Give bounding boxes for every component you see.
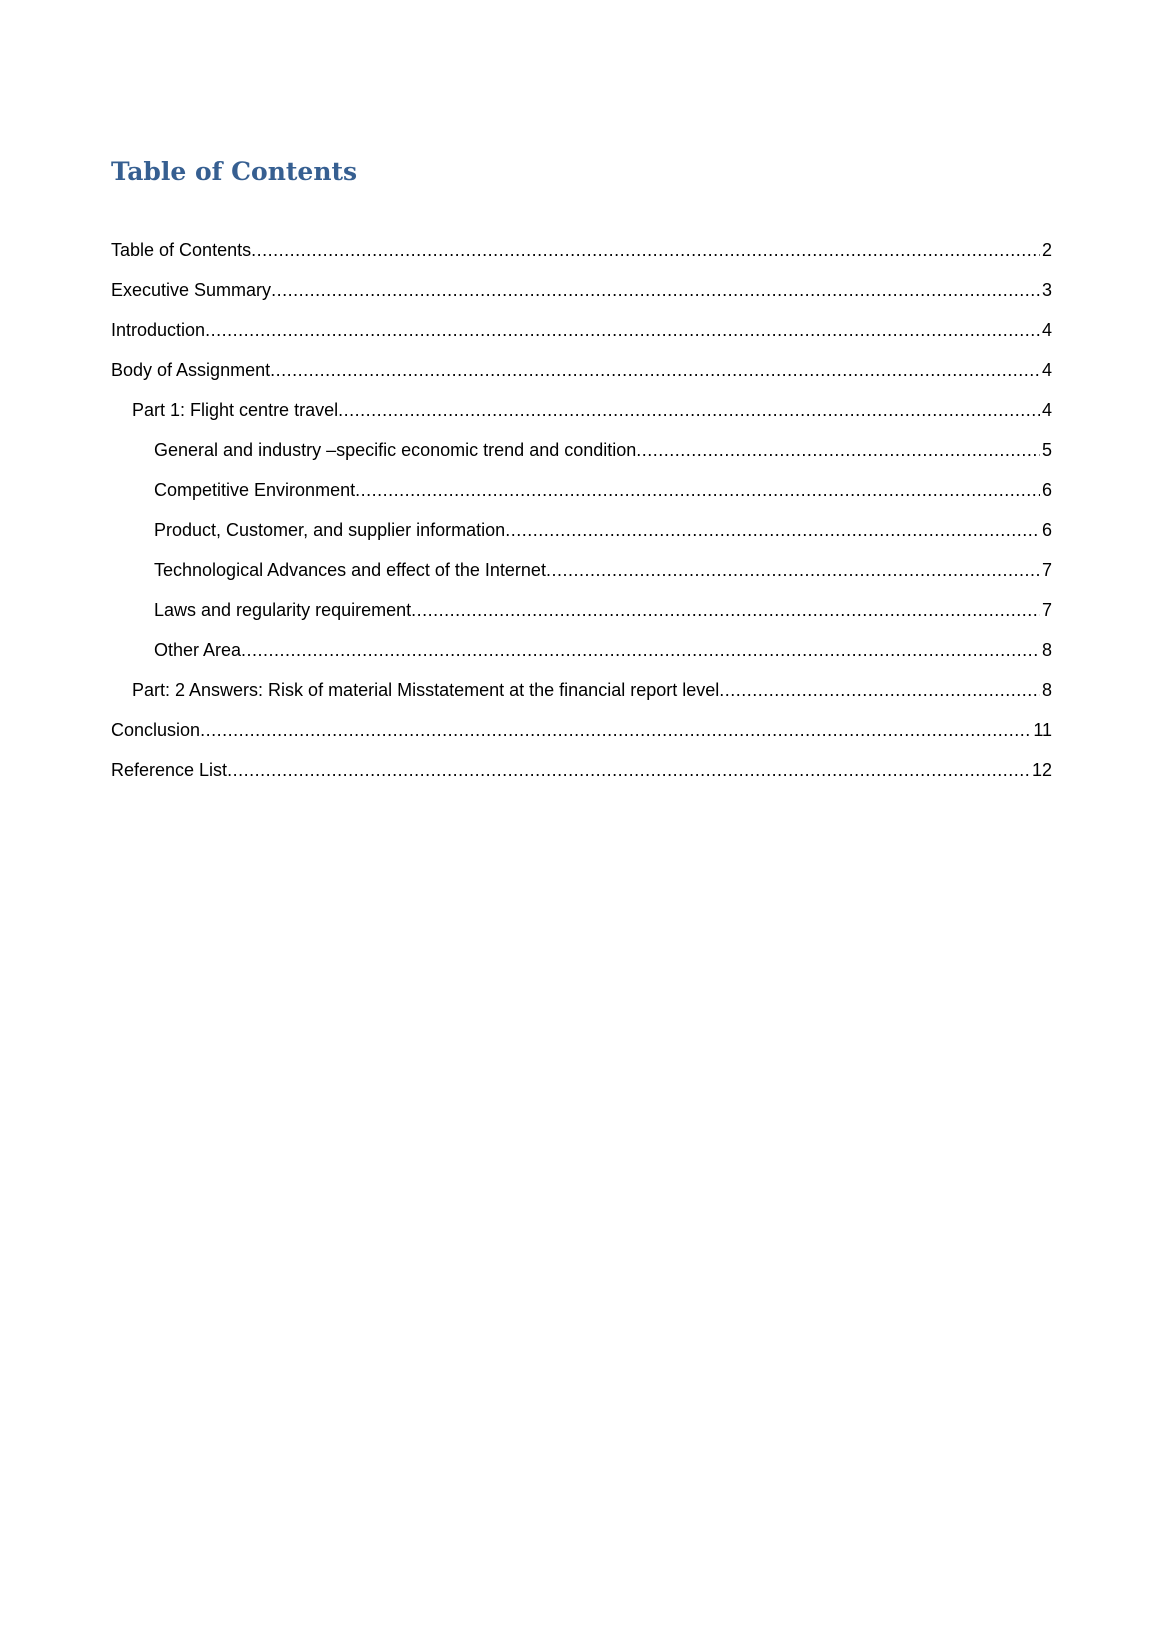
dot-leader xyxy=(270,360,1040,380)
toc-entry-page-number: 6 xyxy=(1041,480,1052,500)
toc-entry-title: Product, Customer, and supplier information xyxy=(154,520,506,540)
dot-leader xyxy=(505,520,1040,540)
dot-leader xyxy=(355,480,1040,500)
toc-entry-technological-advances[interactable] xyxy=(111,560,1052,600)
toc-entry-competitive-environment[interactable] xyxy=(111,480,1052,520)
toc-entry-table-of-contents[interactable] xyxy=(111,240,1052,280)
toc-entry-laws-requirement[interactable] xyxy=(111,600,1052,640)
toc-entry-economic-trend[interactable] xyxy=(111,440,1052,480)
toc-entry-title: Introduction xyxy=(111,320,206,340)
toc-heading: Table of Contents xyxy=(111,157,358,186)
toc-entry-page-number: 4 xyxy=(1041,400,1052,420)
toc-entry-page-number: 7 xyxy=(1041,600,1052,620)
toc-entry-title: Competitive Environment xyxy=(154,480,356,500)
toc-entry-page-number: 8 xyxy=(1041,680,1052,700)
toc-entry-page-number: 6 xyxy=(1041,520,1052,540)
toc-list xyxy=(111,240,1052,800)
toc-entry-title: Reference List xyxy=(111,760,228,780)
toc-entry-page-number: 8 xyxy=(1041,640,1052,660)
toc-entry-title: Body of Assignment xyxy=(111,360,271,380)
toc-entry-page-number: 11 xyxy=(1033,720,1052,740)
dot-leader xyxy=(227,760,1030,780)
toc-entry-other-area[interactable] xyxy=(111,640,1052,680)
toc-entry-title: Table of Contents xyxy=(111,240,252,260)
dot-leader xyxy=(251,240,1040,260)
toc-entry-introduction[interactable] xyxy=(111,320,1052,360)
toc-entry-body-of-assignment[interactable] xyxy=(111,360,1052,400)
toc-entry-page-number: 4 xyxy=(1041,320,1052,340)
toc-entry-title: Laws and regularity requirement xyxy=(154,600,412,620)
toc-entry-executive-summary[interactable] xyxy=(111,280,1052,320)
toc-entry-part-1-flight-centre-travel[interactable] xyxy=(111,400,1052,440)
dot-leader xyxy=(241,640,1040,660)
toc-entry-page-number: 5 xyxy=(1041,440,1052,460)
dot-leader xyxy=(546,560,1040,580)
toc-entry-title: General and industry –specific economic trend and condition xyxy=(154,440,637,460)
dot-leader xyxy=(200,720,1031,740)
toc-entry-page-number: 4 xyxy=(1041,360,1052,380)
toc-entry-title: Other Area xyxy=(154,640,242,660)
toc-entry-title: Technological Advances and effect of the Internet xyxy=(154,560,546,580)
toc-entry-title: Part 1: Flight centre travel xyxy=(132,400,339,420)
toc-entry-product-customer-supplier[interactable] xyxy=(111,520,1052,560)
dot-leader xyxy=(636,440,1040,460)
toc-entry-title: Part: 2 Answers: Risk of material Misstatement at the financial report level xyxy=(132,680,720,700)
dot-leader xyxy=(338,400,1040,420)
toc-entry-reference-list[interactable] xyxy=(111,760,1052,800)
toc-entry-title: Executive Summary xyxy=(111,280,272,300)
toc-entry-page-number: 3 xyxy=(1041,280,1052,300)
dot-leader xyxy=(719,680,1040,700)
toc-entry-conclusion[interactable] xyxy=(111,720,1052,760)
dot-leader xyxy=(205,320,1040,340)
toc-entry-page-number: 2 xyxy=(1041,240,1052,260)
toc-entry-part-2-answers[interactable] xyxy=(111,680,1052,720)
dot-leader xyxy=(271,280,1040,300)
toc-entry-page-number: 12 xyxy=(1031,760,1052,780)
toc-entry-page-number: 7 xyxy=(1041,560,1052,580)
dot-leader xyxy=(411,600,1040,620)
toc-entry-title: Conclusion xyxy=(111,720,201,740)
